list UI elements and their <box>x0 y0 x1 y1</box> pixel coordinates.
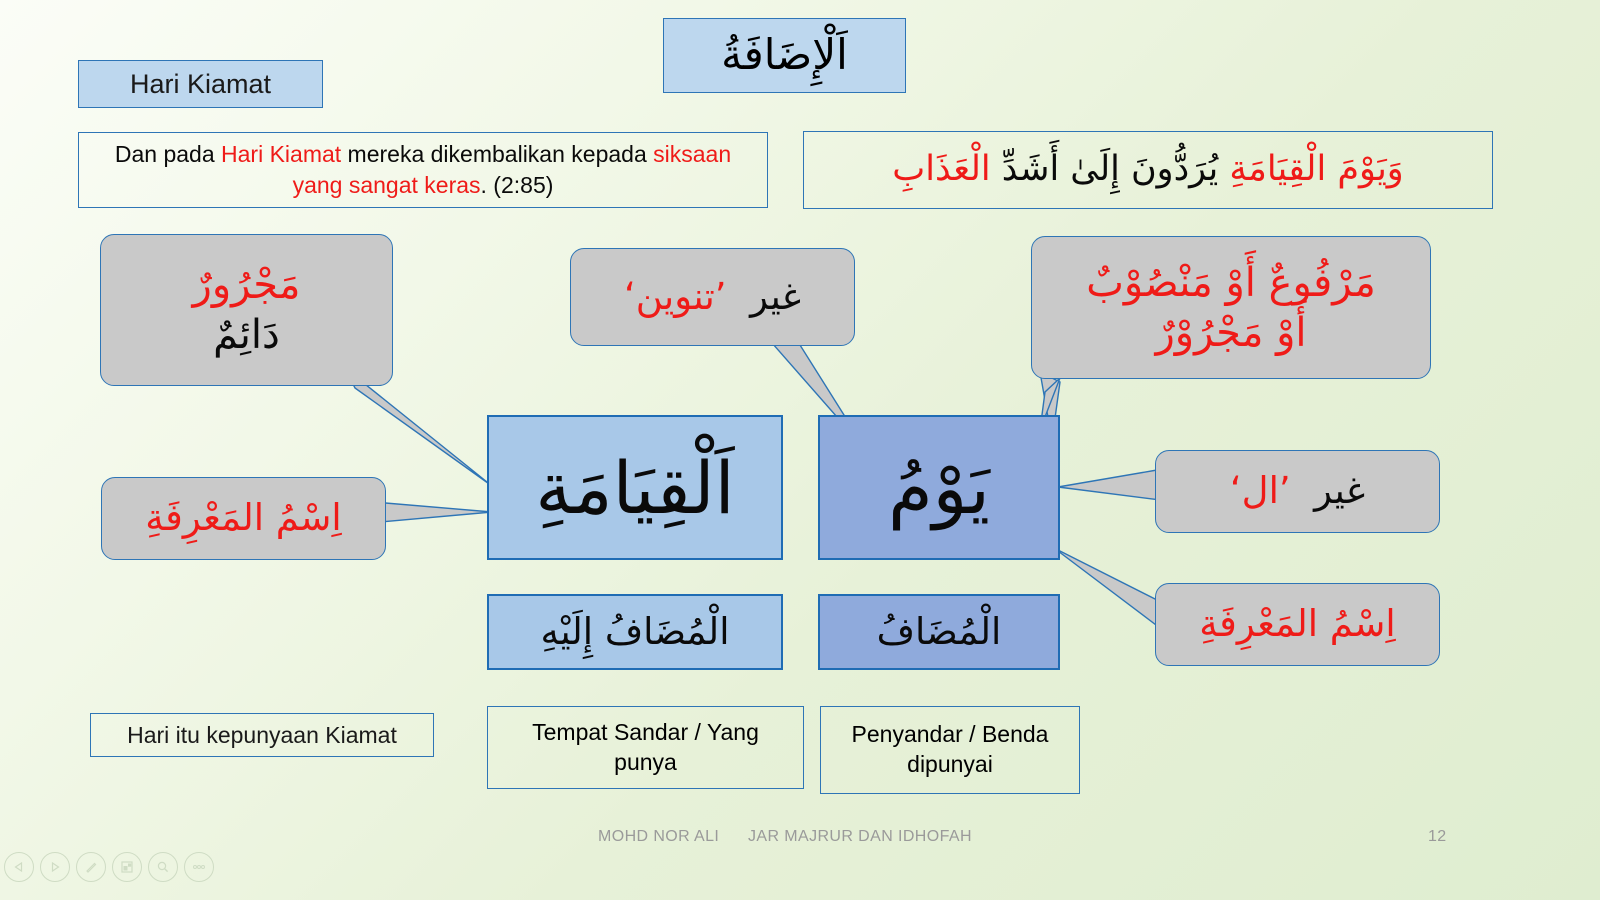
translation-box <box>78 132 768 208</box>
note-1-text: Hari itu kepunyaan Kiamat <box>127 721 397 748</box>
verse-red-2: الْعَذَابِ <box>892 149 991 190</box>
callout-marifah-left-text: اِسْمُ المَعْرِفَةِ <box>145 496 342 540</box>
pen-tool-button[interactable] <box>76 852 106 882</box>
callout-majrur <box>100 234 393 386</box>
mudaf-ilayh-word: اَلْقِيَامَةِ <box>535 445 735 530</box>
translation-part5: . (2:85) <box>480 172 554 198</box>
callout-ghair-al <box>1155 450 1440 533</box>
label-hari-kiamat-text: Hari Kiamat <box>129 68 272 99</box>
triangle-left-icon <box>13 861 25 873</box>
magnifier-icon <box>156 860 170 874</box>
more-options-button[interactable] <box>184 852 214 882</box>
mudaf-word: يَوْمُ <box>888 445 990 530</box>
callout-marifah-right-text: اِسْمُ المَعْرِفَةِ <box>1199 602 1396 646</box>
translation-part3: mereka dikembalikan kepada <box>341 140 654 167</box>
triangle-right-icon <box>49 861 61 873</box>
callout-marifah-right <box>1155 583 1440 666</box>
mudaf-label: الْمُضَافُ <box>876 609 1002 653</box>
term-box-mudaf-label <box>818 594 1060 670</box>
slide-grid-button[interactable] <box>112 852 142 882</box>
slide-title-box <box>663 18 906 93</box>
previous-slide-button[interactable] <box>4 852 34 882</box>
callout-marifah-left <box>101 477 386 560</box>
footer-topic: JAR MAJRUR DAN IDHOFAH <box>748 828 972 845</box>
note-3-text: Penyandar / Benda dipunyai <box>851 721 1049 777</box>
quran-verse-box <box>803 131 1493 209</box>
next-slide-button[interactable] <box>40 852 70 882</box>
note-box-2 <box>487 706 804 789</box>
callout-tanwin-red: ’تنوين‘ <box>623 274 727 318</box>
pen-icon <box>84 860 98 874</box>
note-box-1 <box>90 713 434 757</box>
tail-ghair-al <box>1058 470 1160 500</box>
callout-irab-states <box>1031 236 1431 379</box>
callout-ghair-tanwin <box>570 248 855 346</box>
translation-text <box>89 139 757 201</box>
verse-black: يُرَدُّونَ إِلَىٰ أَشَدِّ <box>990 149 1230 190</box>
term-box-mudaf-ilayh-word <box>487 415 783 560</box>
footer-page-number: 12 <box>1428 828 1447 845</box>
note-2-text: Tempat Sandar / Yang punya <box>532 718 759 775</box>
quran-verse-text <box>892 148 1403 192</box>
translation-part4: siksaan yang sangat keras <box>292 140 732 198</box>
callout-ghair-al-black: غير <box>1314 469 1366 513</box>
ellipsis-icon <box>191 863 207 871</box>
note-box-3 <box>820 706 1080 794</box>
callout-majrur-line2: دَائِمٌ <box>213 312 280 358</box>
mudaf-ilayh-label: الْمُضَافُ إِلَيْهِ <box>540 609 730 653</box>
callout-ghair-al-text <box>1230 468 1365 514</box>
footer-author: MOHD NOR ALI <box>598 828 720 845</box>
term-box-mudaf-ilayh-label <box>487 594 783 670</box>
callout-tanwin-black: غير <box>750 274 802 318</box>
tail-marifah-right <box>1054 548 1160 628</box>
translation-part1: Dan pada <box>114 140 222 167</box>
grid-icon <box>120 860 134 874</box>
verse-red-1: وَيَوْمَ الْقِيَامَةِ <box>1229 149 1404 190</box>
callout-ghair-al-red: ’ال‘ <box>1229 469 1291 513</box>
zoom-tool-button[interactable] <box>148 852 178 882</box>
presentation-toolbar[interactable] <box>4 852 214 882</box>
callout-irab-line1: مَرْفُوعٌ أَوْ مَنْصُوْبٌ <box>1086 259 1376 306</box>
translation-part2: Hari Kiamat <box>221 140 342 167</box>
label-hari-kiamat-box <box>78 60 323 108</box>
callout-irab-line2: أَوْ مَجْرُوْرٌ <box>1155 309 1307 356</box>
slide-footer <box>0 828 1600 858</box>
callout-majrur-line1: مَجْرُورٌ <box>192 262 301 308</box>
callout-ghair-tanwin-text <box>624 274 801 320</box>
slide-title: اَلْإِضَافَةُ <box>721 30 848 80</box>
term-box-mudaf-word <box>818 415 1060 560</box>
